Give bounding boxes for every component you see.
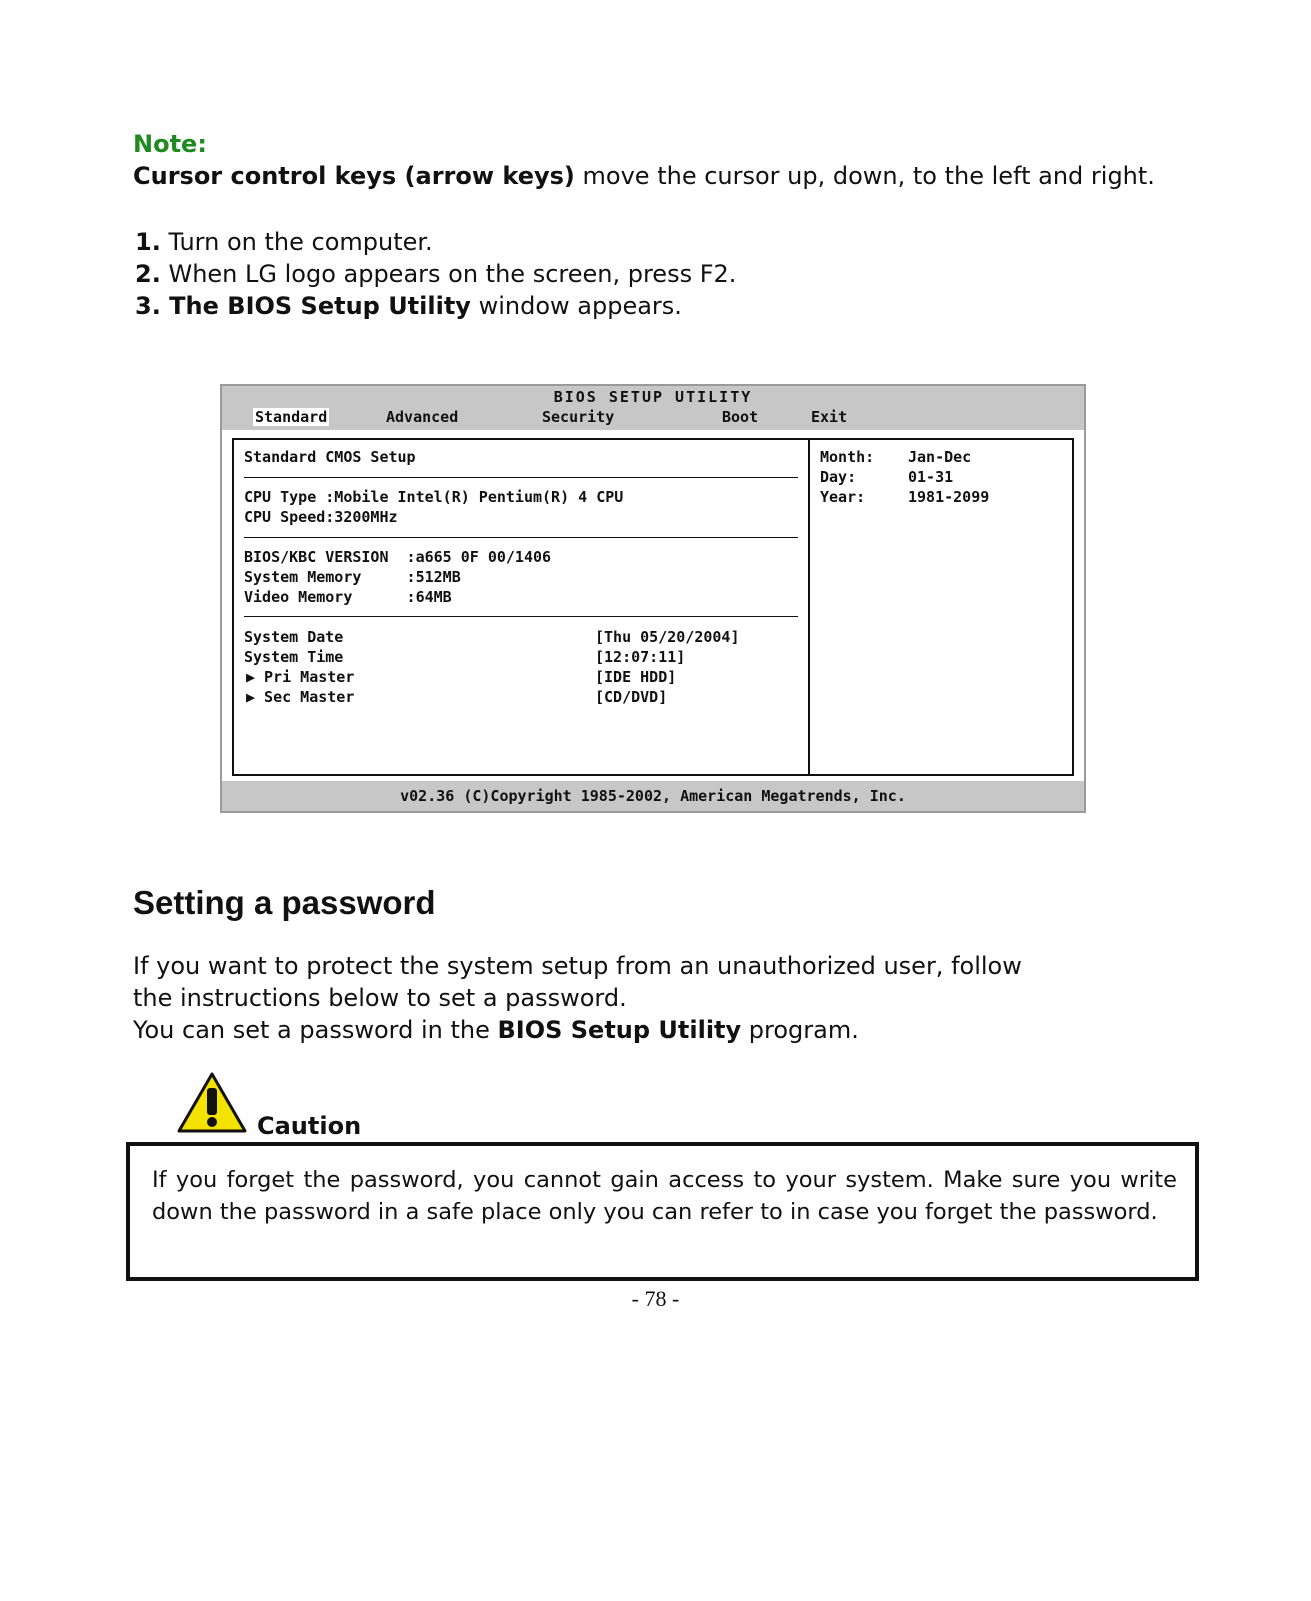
note-text <box>133 162 1155 190</box>
divider <box>244 537 798 538</box>
bios-main-panel <box>232 438 808 776</box>
bios-status-bar <box>222 781 1084 811</box>
bios-item-label[interactable]: System Date <box>244 628 344 646</box>
step-text: Turn on the computer. <box>160 228 433 256</box>
paragraph-bold-text: BIOS Setup Utility <box>497 1016 742 1044</box>
step-2 <box>135 258 736 290</box>
step-number: 3. <box>135 292 161 320</box>
bios-tab-security[interactable]: Security <box>542 408 615 426</box>
bios-item-label[interactable]: ▶ Pri Master <box>246 668 355 686</box>
step-number: 2. <box>135 260 161 288</box>
caution-text: If you forget the password, you cannot gain access to your system. Make sure you write down the password in a safe place only you can refer to in case you forget the password. <box>152 1167 1177 1225</box>
paragraph-line: If you want to protect the system setup from an unauthorized user, follow <box>133 952 1022 980</box>
step-number: 1. <box>135 228 161 256</box>
bios-help-label: Year: <box>820 488 866 506</box>
paragraph-text: program. <box>741 1016 859 1044</box>
bios-cpu-type: CPU Type :Mobile Intel(R) Pentium(R) 4 CPU <box>244 488 624 506</box>
bios-item-value[interactable]: [12:07:11] <box>595 648 686 666</box>
bios-item-value[interactable]: [CD/DVD] <box>595 688 668 706</box>
page-number: - 78 - <box>631 1286 680 1311</box>
bios-help-value: 1981-2099 <box>908 488 990 506</box>
step-text: When LG logo appears on the screen, press F2. <box>160 260 737 288</box>
section-paragraph <box>133 950 1022 1046</box>
note-rest-text: move the cursor up, down, to the left and right. <box>574 162 1155 190</box>
bios-screenshot <box>220 384 1086 813</box>
bios-system-memory: System Memory :512MB <box>244 568 461 586</box>
caution-box <box>126 1142 1199 1281</box>
bios-help-label: Day: <box>820 468 857 486</box>
bios-cpu-speed: CPU Speed:3200MHz <box>244 508 398 526</box>
bios-tab-advanced[interactable]: Advanced <box>386 408 459 426</box>
step-1 <box>135 226 736 258</box>
steps-list <box>135 226 736 322</box>
bios-tab-boot[interactable]: Boot <box>722 408 759 426</box>
bios-copyright: v02.36 (C)Copyright 1985-2002, American Megatrends, Inc. <box>400 787 906 805</box>
bios-help-label: Month: <box>820 448 875 466</box>
step-text: window appears. <box>470 292 682 320</box>
bios-tab-standard[interactable]: Standard <box>255 408 328 426</box>
warning-triangle-icon <box>176 1070 248 1134</box>
bios-panel-heading: Standard CMOS Setup <box>244 448 416 466</box>
section-title: Setting a password <box>133 884 436 921</box>
bios-item-value[interactable]: [Thu 05/20/2004] <box>595 628 740 646</box>
divider <box>244 616 798 617</box>
bios-menu-bar <box>222 386 1084 430</box>
bios-item-value[interactable]: [IDE HDD] <box>595 668 677 686</box>
bios-version: BIOS/KBC VERSION :a665 0F 00/1406 <box>244 548 552 566</box>
step-3 <box>135 290 736 322</box>
bios-help-value: Jan-Dec <box>908 448 972 466</box>
bios-help-value: 01-31 <box>908 468 954 486</box>
paragraph-text: You can set a password in the <box>133 1016 498 1044</box>
note-bold-text: Cursor control keys (arrow keys) <box>133 162 575 190</box>
bios-item-label[interactable]: System Time <box>244 648 344 666</box>
bios-item-label[interactable]: ▶ Sec Master <box>246 688 355 706</box>
bios-video-memory: Video Memory :64MB <box>244 588 452 606</box>
bios-tab-exit[interactable]: Exit <box>811 408 848 426</box>
divider <box>244 477 798 478</box>
bios-title: BIOS SETUP UTILITY <box>553 388 753 406</box>
bios-help-panel <box>808 438 1074 776</box>
note-label: Note: <box>133 130 207 158</box>
caution-label: Caution <box>257 1112 362 1140</box>
paragraph-line <box>133 1014 1022 1046</box>
step-bold-text: The BIOS Setup Utility <box>160 292 471 320</box>
paragraph-line: the instructions below to set a password. <box>133 984 627 1012</box>
